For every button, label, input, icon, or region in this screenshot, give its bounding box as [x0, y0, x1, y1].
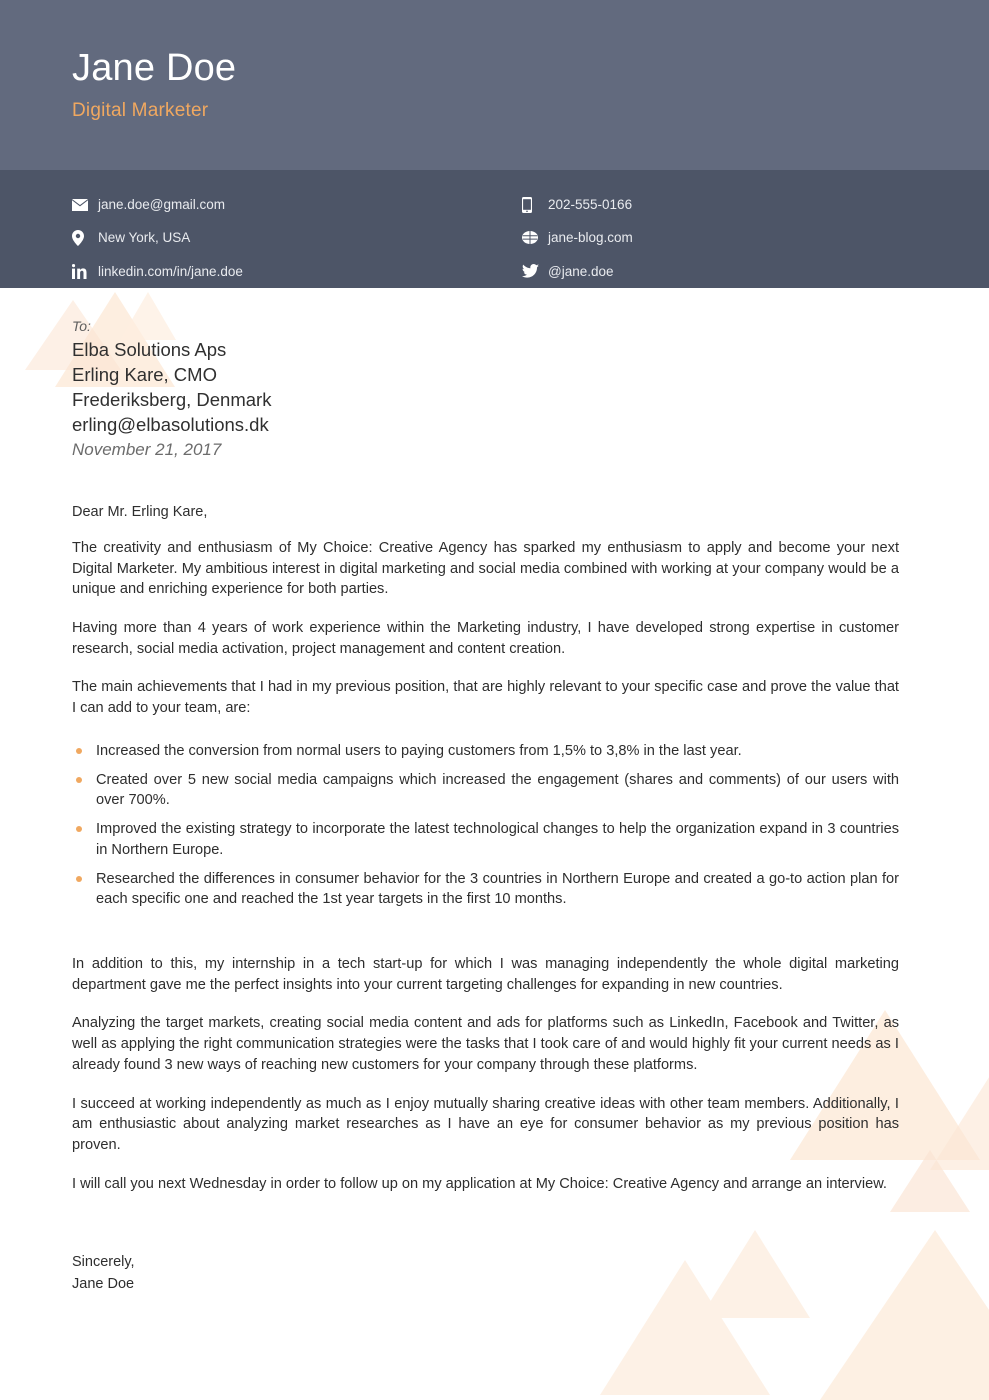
closing-block	[72, 1252, 899, 1296]
list-item: Researched the differences in consumer behavior for the 3 countries in Northern Europe and created a go-to action plan for each specific one and reached the 1st year targets in the first 10 months.	[72, 869, 899, 910]
applicant-role: Digital Marketer	[72, 99, 209, 121]
paragraph-4: In addition to this, my internship in a tech start-up for which I was managing independently the whole digital marketing department gave me the perfect insights into your current targeting challenges for expanding in new countries.	[72, 955, 899, 993]
contact-item-location	[72, 221, 522, 254]
contact-bar	[0, 170, 989, 288]
contact-item-linkedin[interactable]	[72, 255, 522, 288]
contact-item-email[interactable]	[72, 188, 522, 221]
recipient-person: Erling Kare, CMO	[72, 363, 217, 385]
contact-item-phone	[522, 188, 633, 221]
globe-icon	[522, 231, 548, 244]
spacer	[72, 918, 899, 936]
closing-name: Jane Doe	[72, 1276, 135, 1293]
to-label: To:	[72, 318, 91, 334]
contact-item-twitter[interactable]	[522, 255, 633, 288]
achievements-list	[72, 741, 899, 910]
applicant-name: Jane Doe	[72, 47, 237, 89]
recipient-location: Frederiksberg, Denmark	[72, 388, 272, 410]
closing-word: Sincerely,	[72, 1254, 135, 1271]
paragraph-6: I succeed at working independently as much as I enjoy mutually sharing creative ideas with other team members. Additionally, I am enthusiastic about analyzing market researches as I have an eye for consumer behavior as my previous position has proven.	[72, 1095, 899, 1153]
contact-column-left	[72, 188, 522, 288]
contact-phone-text: 202-555-0166	[548, 197, 633, 213]
contact-item-website[interactable]	[522, 221, 633, 254]
list-item: Improved the existing strategy to incorporate the latest technological changes to help the organization expand in 3 countries in Northern Europe.	[72, 819, 899, 860]
salutation: Dear Mr. Erling Kare,	[72, 503, 208, 520]
mobile-phone-icon	[522, 197, 548, 213]
letter-body	[0, 288, 989, 1296]
list-item: Created over 5 new social media campaigns which increased the engagement (shares and comments) of our users with over 700%.	[72, 770, 899, 811]
paragraph-3: The main achievements that I had in my previous position, that are highly relevant to your specific case and prove the value that I can add to your team, are:	[72, 679, 899, 717]
recipient-block	[72, 338, 899, 438]
recipient-email: erling@elbasolutions.dk	[72, 413, 269, 435]
paragraph-5: Analyzing the target markets, creating social media content and ads for platforms such as LinkedIn, Facebook and Twitter, as well as applying the right communication strategies were the tasks that I took care of and would highly fit your current needs as I already found 3 new ways of reaching new customers for your company through these platforms.	[72, 1015, 899, 1073]
linkedin-icon	[72, 264, 98, 279]
contact-linkedin-text: linkedin.com/in/jane.doe	[98, 263, 243, 279]
envelope-icon	[72, 199, 98, 211]
location-pin-icon	[72, 230, 98, 246]
contact-email-text: jane.doe@gmail.com	[98, 197, 226, 213]
letter-header	[0, 0, 989, 170]
paragraph-7: I will call you next Wednesday in order to follow up on my application at My Choice: Creative Agency and arrange an interview.	[72, 1175, 887, 1192]
contact-twitter-text: @jane.doe	[548, 263, 614, 279]
twitter-icon	[522, 264, 548, 278]
recipient-company: Elba Solutions Aps	[72, 339, 227, 360]
letter-date: November 21, 2017	[72, 439, 222, 459]
contact-website-text: jane-blog.com	[548, 230, 633, 246]
paragraph-2: Having more than 4 years of work experience within the Marketing industry, I have developed strong expertise in customer research, social media activation, project management and content creation.	[72, 620, 899, 657]
list-item: Increased the conversion from normal users to paying customers from 1,5% to 3,8% in the last year.	[72, 741, 899, 762]
contact-column-right	[522, 188, 633, 288]
paragraph-1: The creativity and enthusiasm of My Choice: Creative Agency has sparked my enthusiasm to apply and become your next Digital Marketer. My ambitious interest in digital marketing and social media combined with working at your company would be a unique and enriching experience for both parties.	[72, 539, 899, 598]
contact-location-text: New York, USA	[98, 230, 191, 246]
